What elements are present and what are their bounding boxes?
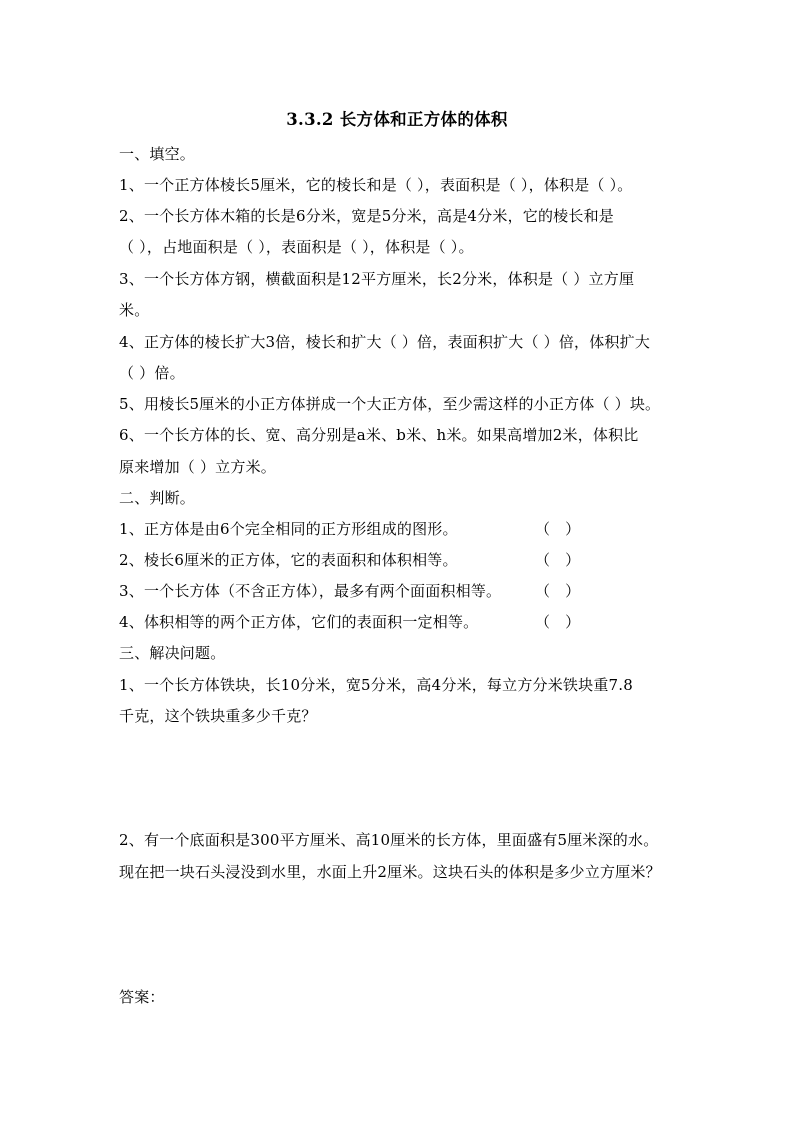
- question-line: 原来增加（ ）立方米。: [119, 458, 276, 476]
- question-line: 1、一个正方体棱长5厘米，它的棱长和是（ ），表面积是（ ），体积是（ ）。: [119, 176, 633, 194]
- question-line: 5、用棱长5厘米的小正方体拼成一个大正方体，至少需这样的小正方体（ ）块。: [119, 395, 661, 413]
- answer-paren: （ ）: [535, 613, 581, 631]
- question-line: 4、正方体的棱长扩大3倍，棱长和扩大（ ）倍，表面积扩大（ ）倍，体积扩大: [119, 333, 651, 351]
- answer-paren: （ ）: [535, 582, 581, 600]
- problem-line: 2、有一个底面积是300平方厘米、高10厘米的长方体，里面盛有5厘米深的水。: [119, 831, 659, 849]
- page-title: 3.3.2 长方体和正方体的体积: [286, 110, 508, 129]
- judge-item: [119, 550, 679, 570]
- judge-item-text: 4、体积相等的两个正方体，它们的表面积一定相等。: [119, 613, 479, 631]
- answer-paren: （ ）: [535, 520, 581, 538]
- judge-item: [119, 519, 679, 539]
- question-line: （ ），占地面积是（ ），表面积是（ ），体积是（ ）。: [119, 238, 474, 256]
- question-line: 米。: [119, 301, 150, 319]
- judge-item: [119, 581, 679, 601]
- section-heading-solve: 三、解决问题。: [119, 644, 226, 662]
- section-heading-judge: 二、判断。: [119, 489, 196, 507]
- question-line: 6、一个长方体的长、宽、高分别是a米、b米、h米。如果高增加2米，体积比: [119, 426, 639, 444]
- judge-item: [119, 612, 679, 632]
- problem-line: 1、一个长方体铁块，长10分米，宽5分米，高4分米，每立方分米铁块重7.8: [119, 676, 633, 694]
- answer-paren: （ ）: [535, 551, 581, 569]
- question-line: （ ）倍。: [119, 364, 185, 382]
- problem-line: 现在把一块石头浸没到水里，水面上升2厘米。这块石头的体积是多少立方厘米？: [119, 863, 661, 881]
- question-line: 2、一个长方体木箱的长是6分米，宽是5分米，高是4分米，它的棱长和是: [119, 207, 614, 225]
- judge-item-text: 3、一个长方体（不含正方体），最多有两个面面积相等。: [119, 582, 502, 600]
- judge-item-text: 1、正方体是由6个完全相同的正方形组成的图形。: [119, 520, 458, 538]
- question-line: 3、一个长方体方钢，横截面积是12平方厘米，长2分米，体积是（ ）立方厘: [119, 270, 635, 288]
- judge-item-text: 2、棱长6厘米的正方体，它的表面积和体积相等。: [119, 551, 458, 569]
- section-heading-fill-in: 一、填空。: [119, 145, 196, 163]
- answer-label: 答案：: [119, 988, 165, 1006]
- problem-line: 千克，这个铁块重多少千克？: [119, 707, 317, 725]
